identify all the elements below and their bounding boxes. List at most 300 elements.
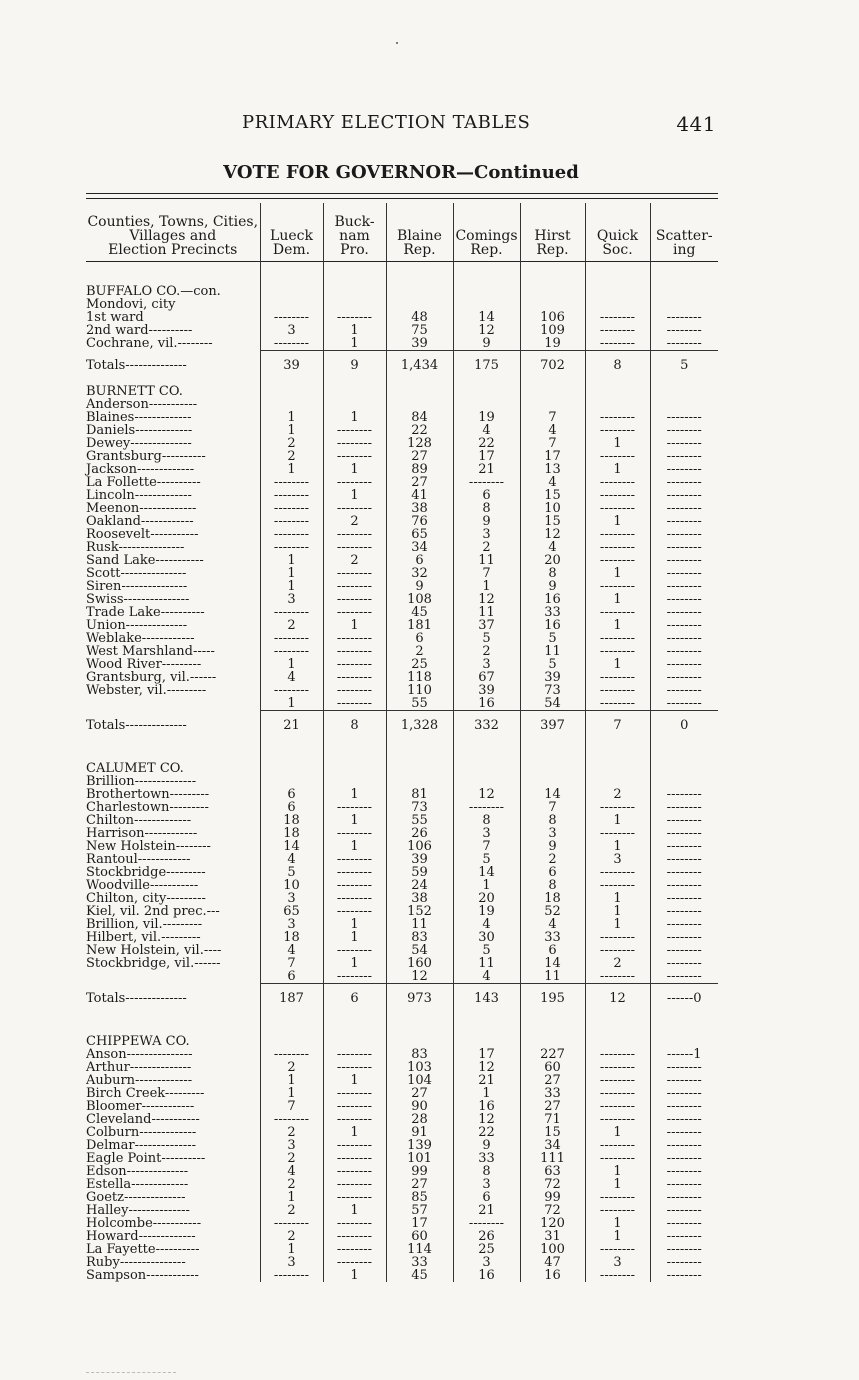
vote-cell: 6	[386, 554, 453, 567]
precinct-cell: 1st ward	[86, 310, 144, 325]
vote-cell: 2	[453, 541, 520, 554]
precinct-cell: Totals--------------	[86, 357, 187, 373]
vote-cell: 106	[520, 311, 585, 324]
vote-cell	[386, 756, 453, 775]
vote-cell	[650, 279, 718, 298]
vote-cell: --------	[650, 1191, 718, 1204]
vote-cell: 73	[520, 684, 585, 697]
vote-cell: 12	[453, 593, 520, 606]
vote-cell: --------	[323, 671, 386, 684]
precinct-cell: Estella-------------	[86, 1177, 189, 1192]
table-title: VOTE FOR GOVERNOR—Continued	[223, 162, 579, 183]
precinct-cell: Weblake------------	[86, 631, 195, 646]
vote-cell	[520, 379, 585, 398]
vote-cell: 1	[323, 788, 386, 801]
vote-cell: 30	[453, 931, 520, 944]
vote-cell: 27	[386, 1087, 453, 1100]
vote-cell: 17	[386, 1217, 453, 1230]
vote-cell: --------	[585, 580, 650, 593]
vote-cell: 7	[260, 1100, 323, 1113]
vote-cell: 84	[386, 411, 453, 424]
vote-cell: 1	[585, 593, 650, 606]
vote-cell: 14	[453, 866, 520, 879]
spacer-cell	[323, 1012, 386, 1029]
precinct-cell: Lincoln-------------	[86, 488, 192, 503]
vote-cell: 73	[386, 801, 453, 814]
vote-cell: 7	[260, 957, 323, 970]
vote-cell: 1	[585, 918, 650, 931]
vote-cell: 21	[260, 711, 323, 740]
col-header-bucknam: Buck- nam Pro.	[323, 203, 386, 262]
vote-cell: 2	[260, 450, 323, 463]
vote-cell: 11	[453, 957, 520, 970]
col-header-scattering: Scatter- ing	[650, 203, 718, 262]
vote-cell	[386, 379, 453, 398]
vote-cell: --------	[650, 528, 718, 541]
vote-cell: 34	[520, 1139, 585, 1152]
vote-cell: --------	[323, 944, 386, 957]
vote-cell: --------	[650, 1165, 718, 1178]
vote-cell: --------	[585, 645, 650, 658]
vote-cell: 12	[520, 528, 585, 541]
county-heading-row	[86, 756, 718, 775]
vote-cell: 31	[520, 1230, 585, 1243]
county-heading-row	[86, 1029, 718, 1048]
vote-cell: 39	[453, 684, 520, 697]
vote-cell: 27	[386, 476, 453, 489]
vote-cell: 8	[453, 814, 520, 827]
vote-cell: 22	[453, 1126, 520, 1139]
vote-cell: 152	[386, 905, 453, 918]
vote-cell: 5	[650, 351, 718, 380]
vote-cell: --------	[650, 1204, 718, 1217]
vote-cell: 9	[386, 580, 453, 593]
vote-cell: --------	[323, 658, 386, 671]
vote-cell: 1	[585, 1230, 650, 1243]
vote-cell: 19	[520, 337, 585, 351]
vote-cell: 15	[520, 489, 585, 502]
vote-cell: 1	[323, 957, 386, 970]
vote-cell: 4	[260, 1165, 323, 1178]
vote-cell: 38	[386, 892, 453, 905]
vote-cell: 1	[585, 567, 650, 580]
spacer-row	[86, 262, 718, 280]
vote-cell: --------	[323, 1139, 386, 1152]
spacer-cell	[585, 262, 650, 280]
spacer-cell	[453, 739, 520, 756]
vote-cell: 4	[453, 424, 520, 437]
precinct-cell: La Fayette----------	[86, 1242, 200, 1257]
vote-cell: --------	[650, 502, 718, 515]
vote-cell: 143	[453, 984, 520, 1013]
vote-cell: 27	[520, 1100, 585, 1113]
vote-cell: --------	[650, 337, 718, 351]
vote-cell: 11	[453, 606, 520, 619]
vote-cell: --------	[650, 580, 718, 593]
vote-cell: 83	[386, 931, 453, 944]
precinct-cell: Brothertown---------	[86, 787, 210, 802]
precinct-cell: Dewey--------------	[86, 436, 192, 451]
vote-cell: --------	[585, 450, 650, 463]
vote-cell: --------	[650, 866, 718, 879]
vote-cell: 3	[453, 658, 520, 671]
spacer-cell	[86, 1012, 260, 1029]
vote-cell: 12	[453, 1061, 520, 1074]
spacer-cell	[585, 1012, 650, 1029]
vote-cell: --------	[585, 970, 650, 984]
vote-cell: --------	[585, 311, 650, 324]
vote-cell	[453, 756, 520, 775]
vote-cell: 1	[585, 814, 650, 827]
vote-cell: 1	[585, 905, 650, 918]
vote-cell: --------	[323, 1087, 386, 1100]
vote-cell: 18	[260, 814, 323, 827]
table-row	[86, 1269, 718, 1282]
precinct-cell: New Holstein, vil.----	[86, 943, 222, 958]
running-title: PRIMARY ELECTION TABLES	[242, 112, 531, 133]
spacer-cell	[323, 739, 386, 756]
vote-cell: 103	[386, 1061, 453, 1074]
vote-cell: 1	[323, 840, 386, 853]
vote-cell: 33	[520, 606, 585, 619]
precinct-cell: Hilbert, vil.---------	[86, 930, 201, 945]
vote-cell: 2	[585, 788, 650, 801]
vote-cell: 39	[386, 853, 453, 866]
spacer-cell	[585, 739, 650, 756]
vote-cell: 1	[323, 931, 386, 944]
vote-cell: 1	[585, 1178, 650, 1191]
spacer-cell	[520, 739, 585, 756]
vote-cell: 2	[260, 1178, 323, 1191]
vote-cell: --------	[585, 931, 650, 944]
vote-cell: 1	[323, 1204, 386, 1217]
vote-cell: --------	[323, 697, 386, 711]
vote-cell: 2	[323, 515, 386, 528]
precinct-cell: Stockbridge---------	[86, 865, 206, 880]
precinct-cell: Anderson-----------	[86, 397, 198, 412]
vote-cell: --------	[650, 671, 718, 684]
vote-cell: 18	[260, 827, 323, 840]
vote-cell: 21	[453, 1204, 520, 1217]
vote-cell: --------	[650, 801, 718, 814]
vote-cell: --------	[585, 606, 650, 619]
vote-cell: 11	[453, 554, 520, 567]
vote-cell: --------	[585, 541, 650, 554]
precinct-cell	[86, 970, 260, 984]
table-row	[86, 337, 718, 351]
vote-cell: --------	[323, 1178, 386, 1191]
vote-cell: 39	[260, 351, 323, 380]
spacer-cell	[453, 1012, 520, 1029]
vote-cell: 3	[520, 827, 585, 840]
vote-cell: --------	[650, 619, 718, 632]
vote-cell: 1	[585, 437, 650, 450]
vote-cell: --------	[585, 632, 650, 645]
vote-cell: 57	[386, 1204, 453, 1217]
vote-cell: --------	[650, 515, 718, 528]
vote-cell: 1	[260, 658, 323, 671]
vote-cell: 4	[260, 671, 323, 684]
vote-cell	[323, 1029, 386, 1048]
vote-cell: 9	[453, 1139, 520, 1152]
vote-cell: --------	[323, 853, 386, 866]
vote-cell: --------	[323, 1191, 386, 1204]
vote-cell: 99	[520, 1191, 585, 1204]
vote-cell: 9	[453, 337, 520, 351]
precinct-cell: Brillion--------------	[86, 774, 197, 789]
precinct-cell: Webster, vil.---------	[86, 683, 207, 698]
precinct-cell: Chilton-------------	[86, 813, 192, 828]
vote-cell: --------	[650, 1126, 718, 1139]
precinct-cell: Woodville-----------	[86, 878, 199, 893]
vote-cell: --------	[585, 1048, 650, 1061]
vote-cell: --------	[323, 632, 386, 645]
precinct-cell	[86, 697, 260, 711]
vote-cell: --------	[323, 502, 386, 515]
vote-cell: 5	[260, 866, 323, 879]
vote-cell: 187	[260, 984, 323, 1013]
vote-cell: 16	[520, 1269, 585, 1282]
vote-cell: 114	[386, 1243, 453, 1256]
vote-cell: 2	[260, 1204, 323, 1217]
vote-cell: 25	[453, 1243, 520, 1256]
vote-cell: 2	[520, 853, 585, 866]
vote-cell: 60	[386, 1230, 453, 1243]
vote-cell: --------	[585, 554, 650, 567]
vote-cell	[585, 1029, 650, 1048]
vote-cell: 7	[453, 567, 520, 580]
vote-cell: --------	[585, 1061, 650, 1074]
vote-cell: --------	[650, 1113, 718, 1126]
vote-cell: 18	[520, 892, 585, 905]
precinct-cell: Brillion, vil.---------	[86, 917, 203, 932]
vote-cell: 4	[520, 424, 585, 437]
vote-cell: 45	[386, 606, 453, 619]
vote-cell: 65	[386, 528, 453, 541]
precinct-cell: Chilton, city---------	[86, 891, 206, 906]
vote-cell: 9	[453, 515, 520, 528]
vote-cell: --------	[323, 1048, 386, 1061]
vote-cell: 1	[585, 619, 650, 632]
vote-cell	[650, 379, 718, 398]
precinct-cell: Grantsburg----------	[86, 449, 206, 464]
vote-cell: --------	[650, 311, 718, 324]
vote-cell: 24	[386, 879, 453, 892]
precinct-cell: Trade Lake----------	[86, 605, 205, 620]
precinct-cell: Rusk---------------	[86, 540, 185, 555]
vote-cell: 39	[386, 337, 453, 351]
vote-cell: 85	[386, 1191, 453, 1204]
vote-cell: --------	[650, 814, 718, 827]
vote-cell: 4	[520, 541, 585, 554]
vote-cell: 2	[323, 554, 386, 567]
vote-cell: --------	[585, 502, 650, 515]
vote-cell: 16	[520, 619, 585, 632]
vote-cell: 18	[260, 931, 323, 944]
vote-cell: --------	[323, 311, 386, 324]
vote-cell	[585, 279, 650, 298]
vote-cell: 33	[520, 931, 585, 944]
vote-cell: 16	[453, 1269, 520, 1282]
vote-cell: --------	[650, 450, 718, 463]
vote-cell: --------	[650, 827, 718, 840]
vote-cell: --------	[323, 801, 386, 814]
vote-cell: 2	[585, 957, 650, 970]
vote-cell: 111	[520, 1152, 585, 1165]
vote-cell: 5	[453, 944, 520, 957]
precinct-cell: Anson---------------	[86, 1047, 193, 1062]
vote-cell: 37	[453, 619, 520, 632]
vote-cell: 702	[520, 351, 585, 380]
vote-cell	[386, 1029, 453, 1048]
precinct-cell: Blaines-------------	[86, 410, 192, 425]
vote-cell: --------	[323, 645, 386, 658]
precinct-cell: Meenon-------------	[86, 501, 197, 516]
vote-cell: --------	[323, 567, 386, 580]
vote-cell: --------	[650, 437, 718, 450]
precinct-cell: Charlestown---------	[86, 800, 209, 815]
vote-cell: 63	[520, 1165, 585, 1178]
table-row	[86, 970, 718, 984]
spacer-row	[86, 739, 718, 756]
vote-cell: 6	[453, 489, 520, 502]
vote-cell: --------	[323, 1152, 386, 1165]
vote-cell: 4	[260, 853, 323, 866]
vote-cell: --------	[585, 866, 650, 879]
vote-cell: --------	[323, 879, 386, 892]
header-row	[86, 203, 718, 262]
vote-cell: --------	[260, 515, 323, 528]
vote-cell: 7	[585, 711, 650, 740]
vote-cell	[323, 756, 386, 775]
vote-cell: 5	[453, 632, 520, 645]
vote-cell	[260, 756, 323, 775]
vote-cell: 2	[260, 1230, 323, 1243]
vote-cell: --------	[650, 658, 718, 671]
spacer-cell	[86, 262, 260, 280]
precinct-cell: Harrison------------	[86, 826, 198, 841]
vote-cell: 1	[323, 1126, 386, 1139]
vote-cell: --------	[585, 1243, 650, 1256]
vote-cell: --------	[650, 424, 718, 437]
vote-cell: 14	[260, 840, 323, 853]
vote-cell: --------	[260, 541, 323, 554]
precinct-cell: Roosevelt-----------	[86, 527, 199, 542]
vote-cell: 3	[585, 1256, 650, 1269]
vote-cell: 6	[453, 1191, 520, 1204]
vote-cell: --------	[323, 1165, 386, 1178]
vote-cell: --------	[650, 684, 718, 697]
vote-cell: 3	[260, 1256, 323, 1269]
vote-cell: --------	[650, 645, 718, 658]
vote-cell: --------	[323, 1230, 386, 1243]
vote-cell	[520, 1029, 585, 1048]
totals-row	[86, 711, 718, 740]
vote-cell: 104	[386, 1074, 453, 1087]
vote-cell: 1	[453, 879, 520, 892]
vote-cell: 14	[520, 957, 585, 970]
vote-cell: 128	[386, 437, 453, 450]
vote-cell	[323, 379, 386, 398]
spacer-row	[86, 1012, 718, 1029]
vote-cell: --------	[260, 502, 323, 515]
vote-cell: 71	[520, 1113, 585, 1126]
precinct-cell: Cochrane, vil.--------	[86, 336, 213, 351]
vote-cell: 4	[520, 918, 585, 931]
precinct-cell: Auburn-------------	[86, 1073, 193, 1088]
vote-cell: 8	[520, 567, 585, 580]
precinct-cell: Grantsburg, vil.------	[86, 670, 217, 685]
vote-cell: 91	[386, 1126, 453, 1139]
vote-cell: --------	[585, 684, 650, 697]
vote-cell	[650, 756, 718, 775]
spacer-cell	[260, 739, 323, 756]
vote-cell: --------	[260, 606, 323, 619]
vote-cell: --------	[650, 1087, 718, 1100]
vote-cell: 1,328	[386, 711, 453, 740]
vote-cell: 9	[323, 351, 386, 380]
vote-cell: --------	[650, 788, 718, 801]
precinct-cell: Totals--------------	[86, 717, 187, 733]
vote-cell: --------	[585, 337, 650, 351]
spacer-cell	[323, 262, 386, 280]
vote-cell: 6	[260, 788, 323, 801]
vote-cell: --------	[650, 970, 718, 984]
precinct-cell: Sampson------------	[86, 1268, 199, 1283]
vote-cell: --------	[323, 970, 386, 984]
vote-cell: 1	[260, 1191, 323, 1204]
vote-cell: --------	[650, 1139, 718, 1152]
vote-cell: 75	[386, 324, 453, 337]
vote-cell: 54	[386, 944, 453, 957]
vote-cell: 17	[520, 450, 585, 463]
vote-cell: 89	[386, 463, 453, 476]
vote-cell: 1	[323, 489, 386, 502]
vote-cell: 27	[520, 1074, 585, 1087]
precinct-cell: Ruby---------------	[86, 1255, 186, 1270]
vote-cell: 1	[323, 619, 386, 632]
vote-cell: 52	[520, 905, 585, 918]
vote-cell: 1	[585, 1165, 650, 1178]
vote-cell: 27	[386, 1178, 453, 1191]
precinct-cell: New Holstein--------	[86, 839, 211, 854]
vote-cell: 3	[260, 324, 323, 337]
vote-cell: 9	[520, 840, 585, 853]
vote-cell: --------	[260, 684, 323, 697]
vote-cell: 10	[520, 502, 585, 515]
vote-cell: 17	[453, 1048, 520, 1061]
precinct-cell: Scott---------------	[86, 566, 187, 581]
precinct-cell: Daniels-------------	[86, 423, 193, 438]
vote-cell: --------	[323, 1217, 386, 1230]
vote-cell	[453, 379, 520, 398]
vote-cell: 99	[386, 1165, 453, 1178]
vote-cell: --------	[323, 1100, 386, 1113]
spacer-cell	[650, 1012, 718, 1029]
vote-cell: 6	[520, 866, 585, 879]
county-heading-row	[86, 279, 718, 298]
vote-cell: --------	[260, 1269, 323, 1282]
vote-cell: 1	[585, 1126, 650, 1139]
vote-cell: 2	[386, 645, 453, 658]
vote-cell: 1	[260, 411, 323, 424]
vote-cell: --------	[650, 697, 718, 711]
vote-cell: 8	[453, 502, 520, 515]
vote-cell	[260, 1029, 323, 1048]
vote-cell: --------	[585, 1100, 650, 1113]
spacer-cell	[520, 1012, 585, 1029]
vote-cell: 59	[386, 866, 453, 879]
